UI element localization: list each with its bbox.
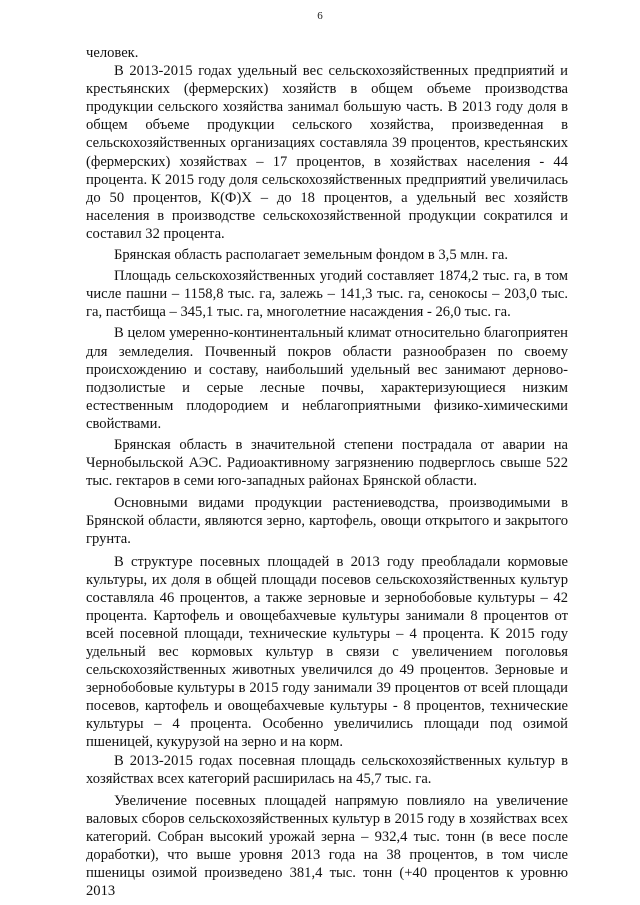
paragraph-climate: В целом умеренно-континентальный климат относительно благоприятен для земледелия. Почвенный покров области разнообразен по своему происхождению и составу, наибольший удельный вес занимают дерново-подзолистые и серые лесные почвы, характеризующиеся низким естественным плодородием и неблагоприятными физико-химическими свойствами.: [86, 325, 568, 432]
paragraph-sown-structure: В структуре посевных площадей в 2013 году преобладали кормовые культуры, их доля в общей площади посевов сельскохозяйственных культур составляла 46 процентов, а также зерновые и зернобобовые культуры – 42 процента. Картофель и овощебахчевые культуры занимали 8 процентов от всей посевной площади, технические культуры – 4 процента. К 2015 году удельный вес кормовых культур в связи с увеличением поголовья сельскохозяйственных животных увеличился до 49 процентов. Зерновые и зернобобовые культуры в 2015 году занимали 39 процентов от всей площади посевов, картофель и овощебахчевые культуры - 8 процентов, технические культуры – 4 процента. Особенно увеличились площади под озимой пшеницей, кукурузой на зерно и на корм.: [86, 553, 568, 751]
paragraph-sown-area: В 2013-2015 годах посевная площадь сельскохозяйственных культур в хозяйствах всех категорий расширилась на 45,7 тыс. га.: [86, 752, 568, 787]
paragraph-continuation: человек.: [86, 45, 139, 61]
paragraph-land-fund: Брянская область располагает земельным фондом в 3,5 млн. га.: [114, 247, 509, 264]
document-body: [86, 44, 568, 900]
paragraph-chernobyl: Брянская область в значительной степени пострадала от аварии на Чернобыльской АЭС. Радиоактивному загрязнению подверглось свыше 522 тыс. гектаров в семи юго-западных районах Брянской области.: [86, 436, 568, 490]
paragraph-harvest: Увеличение посевных площадей напрямую повлияло на увеличение валовых сборов сельскохозяйственных культур в 2015 году в хозяйствах всех категорий. Собран высокий урожай зерна – 932,4 тыс. тонн (в весе после доработки), что выше уровня 2013 года на 38 процентов, в том числе пшеницы озимой произведено 381,4 тыс. тонн (+40 процентов к уровню 2013: [86, 792, 568, 900]
paragraph-main-crops: Основными видами продукции растениеводства, производимыми в Брянской области, являются зерно, картофель, овощи открытого и закрытого грунта.: [86, 495, 568, 548]
page-number: 6: [317, 10, 323, 22]
paragraph-farm-share: В 2013-2015 годах удельный вес сельскохозяйственных предприятий и крестьянских (фермерских) хозяйств в общем объеме производства продукции сельского хозяйства занимал большую часть. В 2013 году доля в общем объеме продукции сельского хозяйства, произведенная в сельскохозяйственных организациях составляла 39 процентов, крестьянских (фермерских) хозяйствах – 17 процентов, в хозяйствах населения - 44 процента. К 2015 году доля сельскохозяйственных предприятий увеличилась до 50 процентов, К(Ф)Х – до 18 процентов, а удельный вес хозяйств населения в производстве сельскохозяйственной продукции сократился и составил 32 процента.: [86, 63, 568, 242]
paragraph-agricultural-land: Площадь сельскохозяйственных угодий составляет 1874,2 тыс. га, в том числе пашни – 1158,8 тыс. га, залежь – 141,3 тыс. га, сенокосы – 203,0 тыс. га, пастбища – 345,1 тыс. га, многолетние насаждения - 26,0 тыс. га.: [86, 268, 568, 321]
